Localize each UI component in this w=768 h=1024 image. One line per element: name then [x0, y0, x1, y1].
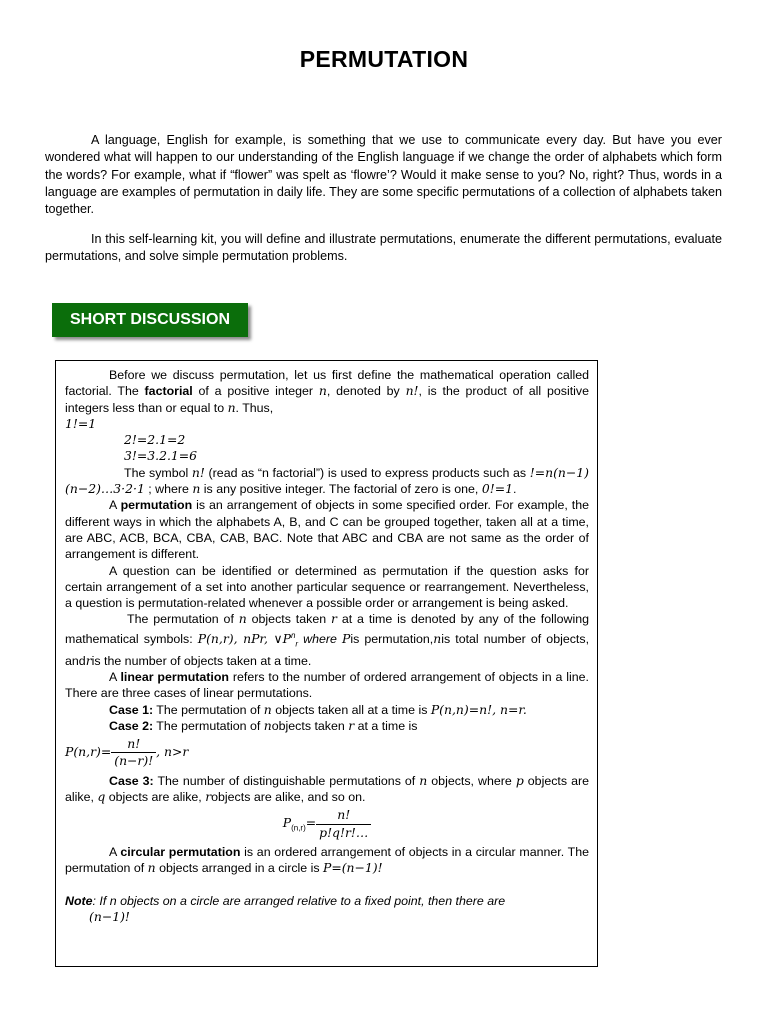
short-discussion-badge: SHORT DISCUSSION: [52, 303, 248, 337]
factorial-definition: Before we discuss permutation, let us first define the mathematical operation called factorial. The factorial of a positive integer n, denoted by n!, is the product of all positive integers less than or equal to n. Thus,: [65, 368, 589, 415]
permutation-definition: A permutation is an arrangement of objects in some specified order. For example, the different ways in which the alphabets A, B, and C can be grouped together, taken all at a time, are ABC, ACB, BCA, CBA, CAB, BAC. Note that ABC and CBA are not same as the order of arrangement is different.: [65, 498, 589, 562]
note-paragraph: Note: If n objects on a circle are arranged relative to a fixed point, then there are: [65, 893, 506, 908]
note-continuation: (n−1)!: [89, 908, 130, 924]
case-3-formula: $P_{(n,r)}=$ $\frac{n!}{p!q!r!\dots}$: [65, 807, 589, 841]
equation-2: 2!=2.1=2: [124, 432, 186, 448]
case-2: Case 2: The permutation of nobjects taken r at a time is: [109, 717, 418, 733]
equation-3: 3!=3.2.1=6: [124, 448, 198, 464]
equation-1: 1!=1: [65, 415, 97, 431]
case-2-formula: P(n,r)= $\frac{n!}{(n-r)!}$ , n>r: [65, 736, 189, 769]
case-3: Case 3: The number of distinguishable permutations of n objects, where p objects are alike, q objects are alike, robjects are alike, and so on.: [65, 772, 589, 805]
symbol-explanation: The symbol n! (read as “n factorial”) is used to express products such as !=n(n−1)(n−2)…3·2·1 ; where n is any positive integer. The factorial of zero is one, 0!=1.: [65, 464, 590, 497]
circular-permutation: A circular permutation is an ordered arrangement of objects in a circular manner. The permutation of n objects arranged in a circle is P=(n−1)!: [65, 844, 590, 876]
page-title: PERMUTATION: [299, 46, 469, 72]
question-paragraph: A question can be identified or determined as permutation if the question asks for certain arrangement of a set into another particular sequence or rearrangement. Nevertheless, a question is permutation-related whenever a possible order or arrangement is being asked.: [65, 563, 589, 611]
intro-text-2: In this self-learning kit, you will define and illustrate permutations, enumerate the different permutations, evaluate permutations, and solve simple permutation problems.: [45, 232, 722, 264]
case-1: Case 1: The permutation of n objects taken all at a time is P(n,n)=n!, n=r.: [109, 701, 527, 717]
intro-paragraph-1: [45, 132, 722, 218]
page-cut: [56, 963, 597, 966]
discussion-content: [65, 367, 589, 925]
notation-paragraph: The permutation of n objects taken r at a time is denoted by any of the following mathematical symbols: P(n,r), nPr, $\vee P^n_r$ where Pis permutation,nis total number of objects, andris the number of objects taken at a time.: [65, 611, 590, 668]
intro-text-1: A language, English for example, is something that we use to communicate every day. But have you ever wondered what will happen to our understanding of the English language if we change the order of alphabets which form the words? For example, what if “flower” was spelt as ‘flowre’? Would it make sense to you? No, right? Thus, words in a language are examples of permutation in daily life. They are some specific permutations of a collection of alphabets taken together.: [45, 133, 722, 217]
intro-paragraph-2: [45, 231, 722, 266]
discussion-box: [55, 360, 598, 967]
linear-permutation: A linear permutation refers to the number of ordered arrangement of objects in a line. There are three cases of linear permutations.: [65, 669, 589, 701]
